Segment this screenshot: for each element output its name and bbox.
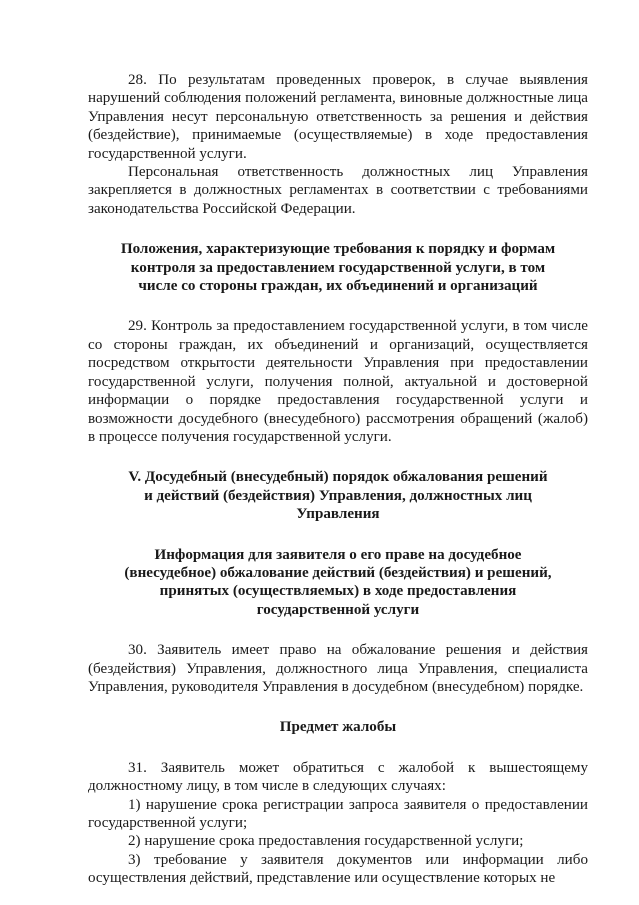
heading-line: числе со стороны граждан, их объединений и организаций [138, 278, 538, 295]
heading-line: Информация для заявителя о его праве на досудебное [154, 546, 522, 563]
heading-line: контроля за предоставлением государственной услуги, в том [130, 259, 546, 276]
heading-section-v [88, 468, 588, 523]
heading-line: (внесудебное) обжалование действий (бездействия) и решений, [124, 564, 552, 581]
heading-line: Положения, характеризующие требования к порядку и формам [120, 241, 556, 258]
paragraph-31: 31. Заявитель может обратиться с жалобой к вышестоящему должностному лицу, в том числе в следующих случаях: [88, 759, 588, 795]
heading-line: государственной услуги [256, 601, 420, 618]
heading-applicant-information [88, 546, 588, 620]
paragraph-30: 30. Заявитель имеет право на обжалование решения и действия (бездействия) Управления, должностного лица Управления, специалиста Управления, руководителя Управления в досудебном (внесудебном) порядке. [88, 642, 588, 695]
paragraph-29: 29. Контроль за предоставлением государственной услуги, в том числе со стороны граждан, их объединений и организаций, осуществляется посредством открытости деятельности Управления при предоставлении государственной услуги, получения полной, актуальной и достоверной информации о порядке предоставления государственной услуги и возможности досудебного (внесудебного) рассмотрения обращений (жалоб) в процессе получения государственной услуги. [88, 318, 588, 445]
heading-line: Управления [296, 506, 380, 523]
heading-line: V. Досудебный (внесудебный) порядок обжалования решений [128, 469, 548, 486]
list-item-1: 1) нарушение срока регистрации запроса заявителя о предоставлении государственной услуги; [88, 796, 588, 831]
heading-complaint-subject [88, 718, 588, 736]
heading-line: и действий (бездействия) Управления, должностных лиц [144, 487, 532, 504]
list-item-2: 2) нарушение срока предоставления государственной услуги; [128, 833, 524, 850]
heading-control-requirements [88, 240, 588, 295]
document-body [88, 71, 588, 888]
paragraph-28: 28. По результатам проведенных проверок, в случае выявления нарушений соблюдения положений регламента, виновные должностные лица Управления несут персональную ответственность за решения и действия (бездействие), принимаемые (осуществляемые) в ходе предоставления государственной услуги. [88, 72, 588, 162]
heading-line: принятых (осуществляемых) в ходе предоставления [159, 583, 517, 600]
heading-line: Предмет жалобы [279, 719, 397, 736]
list-item-3: 3) требование у заявителя документов или информации либо осуществления действий, представление или осуществление которых не [88, 851, 588, 887]
paragraph-28-responsibility: Персональная ответственность должностных лиц Управления закрепляется в должностных регламентах в соответствии с требованиями законодательства Российской Федерации. [88, 164, 588, 217]
